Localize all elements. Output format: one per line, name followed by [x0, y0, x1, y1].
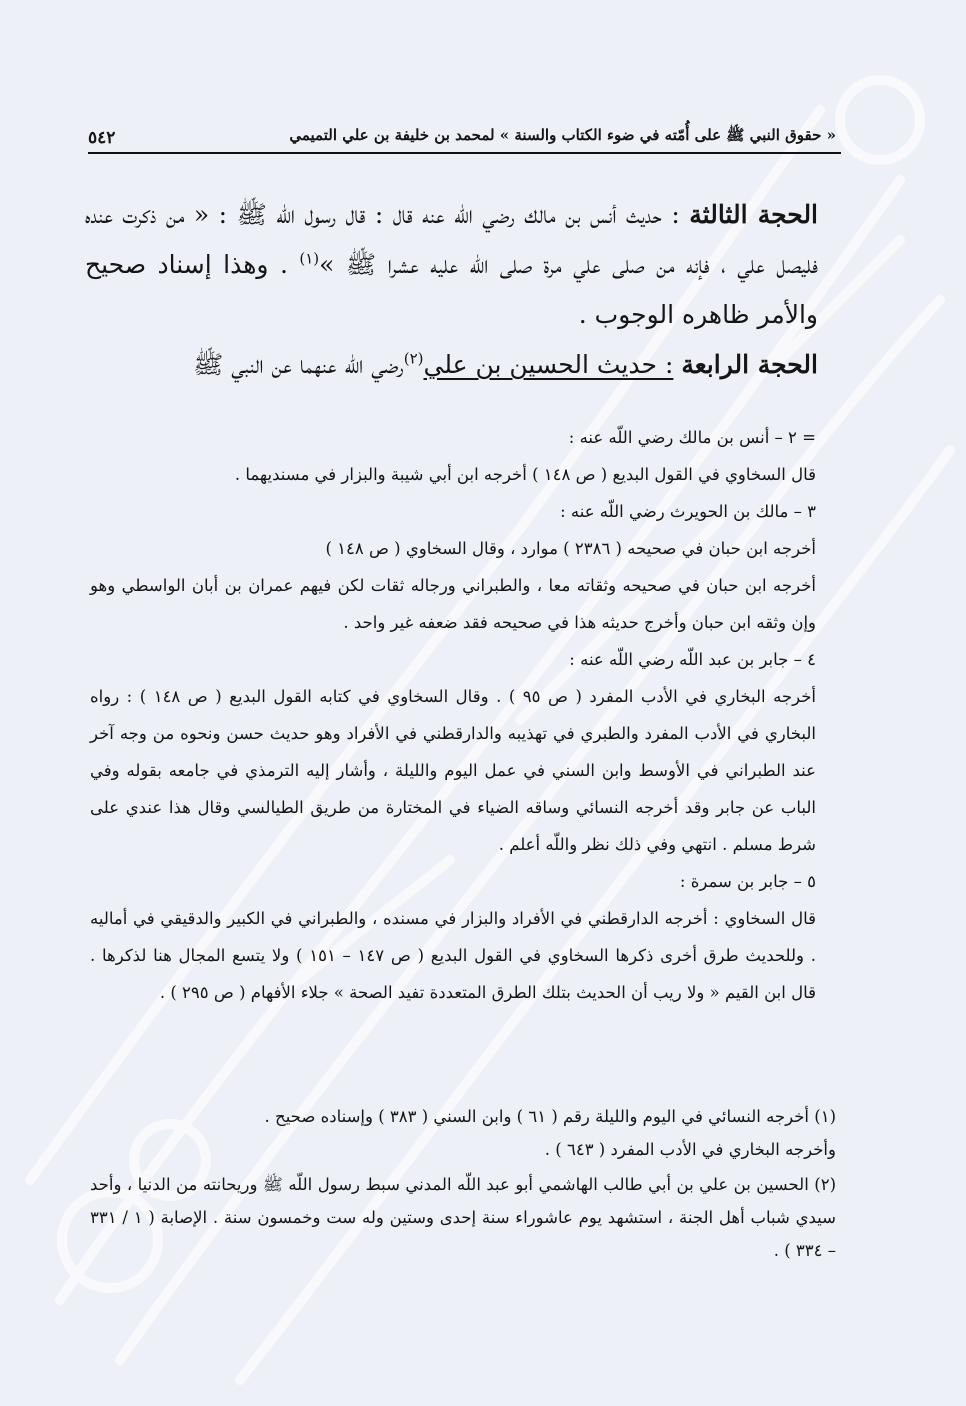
- note-line: أخرجه ابن حبان في صحيحه وثقاته معا ، والطبراني ورجاله ثقات لكن فيهم عمران بن أبان الواسطي وهو وإن وثقه ابن حبان وأخرج حديثه هذا في صحيحه فقد ضعفه غير واحد .: [90, 576, 816, 632]
- footnote-2: (٢) الحسين بن علي بن أبي طالب الهاشمي أبو عبد اللّه المدني سبط رسول اللّه ﷺ وريحانته من الدنيا ، وأحد سيدي شباب أهل الجنة ، استشهد يوم عاشوراء سنة إحدى وستين وله ست وخمسون سنة . الإصابة ( ١ / ٣٣١ – ٣٣٤ ) .: [90, 1175, 836, 1260]
- footnote-1-continued: وأخرجه البخاري في الأدب المفرد ( ٦٤٣ ) .: [544, 1140, 836, 1159]
- argument-three-tail: . وهذا إسناد صحيح والأمر ظاهره الوجوب .: [85, 250, 818, 329]
- note-line: أخرجه ابن حبان في صحيحه ( ٢٣٨٦ ) موارد ، وقال السخاوي ( ص ١٤٨ ): [325, 539, 816, 558]
- main-text: [85, 190, 818, 390]
- header-divider: [88, 152, 841, 154]
- note-line: ٥ – جابر بن سمرة :: [679, 872, 816, 891]
- running-header: [88, 118, 836, 148]
- argument-three-heading: الحجة الثالثة: [689, 200, 819, 229]
- footnote-ref-1: (١): [299, 249, 320, 268]
- note-line: قال السخاوي : أخرجه الدارقطني في الأفراد والبزار في مسنده ، والطبراني في الكبير والدقيقي في أماليه . وللحديث طرق أخرى ذكرها السخاوي في القول البديع ( ص ١٤٧ – ١٥١ ) ولا يتسع المجال هنا لذكرها . قال ابن القيم « ولا ريب أن الحديث بتلك الطرق المتعددة تفيد الصحة » جلاء الأفهام ( ص ٢٩٥ ) .: [90, 909, 816, 1002]
- argument-four-tail: رضي اللّه عنهما عن النبي ﷺ: [193, 350, 404, 379]
- page-number: ٥٤٢: [88, 128, 116, 148]
- footnote-ref-2: (٢): [403, 349, 424, 368]
- note-line: أخرجه البخاري في الأدب المفرد ( ص ٩٥ ) . وقال السخاوي في كتابه القول البديع ( ص ١٤٨ ) : رواه البخاري في الأدب المفرد والطبري في تهذيبه والدارقطني في الأفراد وهو حديث حسن ونحوه من وجه آخر عند الطبراني في الأوسط وابن السني في عمل اليوم والليلة ، وأشار إليه الترمذي في جامعه بقوله وفي الباب عن جابر وقد أخرجه النسائي وساقه الضياء في المختارة من طريق الطيالسي وقال هذا عندي على شرط مسلم . انتهي وفي ذلك نظر واللّه أعلم .: [90, 687, 816, 854]
- note-line: ٤ – جابر بن عبد اللّه رضي اللّه عنه :: [569, 650, 816, 669]
- argument-three-paragraph: [85, 190, 818, 340]
- note-line: ٣ – مالك بن الحويرث رضي اللّه عنه :: [560, 502, 816, 521]
- footnotes: [90, 1100, 836, 1267]
- note-line: قال السخاوي في القول البديع ( ص ١٤٨ ) أخرجه ابن أبي شيبة والبزار في مسنديهما .: [234, 465, 816, 484]
- note-line: = ٢ – أنس بن مالك رضي اللّه عنه :: [568, 428, 816, 447]
- argument-three-text: : حديث أنس بن مالك رضي اللّه عنه قال : قال رسول اللّه ﷺ : « من ذكرت عنده فليصل علي ، فإنه من صلى علي مرة صلى اللّه عليه عشرا ﷺ »: [85, 200, 819, 279]
- argument-four-text: : حديث الحسين بن علي: [423, 350, 674, 379]
- argument-four-heading: الحجة الرابعة: [681, 350, 818, 379]
- continued-notes: [90, 419, 816, 1011]
- running-title: « حقوق النبي ﷺ على أُمّته في ضوء الكتاب والسنة » لمحمد بن خليفة بن علي التميمي: [289, 126, 836, 144]
- argument-four-paragraph: [85, 340, 818, 390]
- footnote-1: (١) أخرجه النسائي في اليوم والليلة رقم ( ٦١ ) وابن السني ( ٣٨٣ ) وإسناده صحيح .: [264, 1107, 836, 1126]
